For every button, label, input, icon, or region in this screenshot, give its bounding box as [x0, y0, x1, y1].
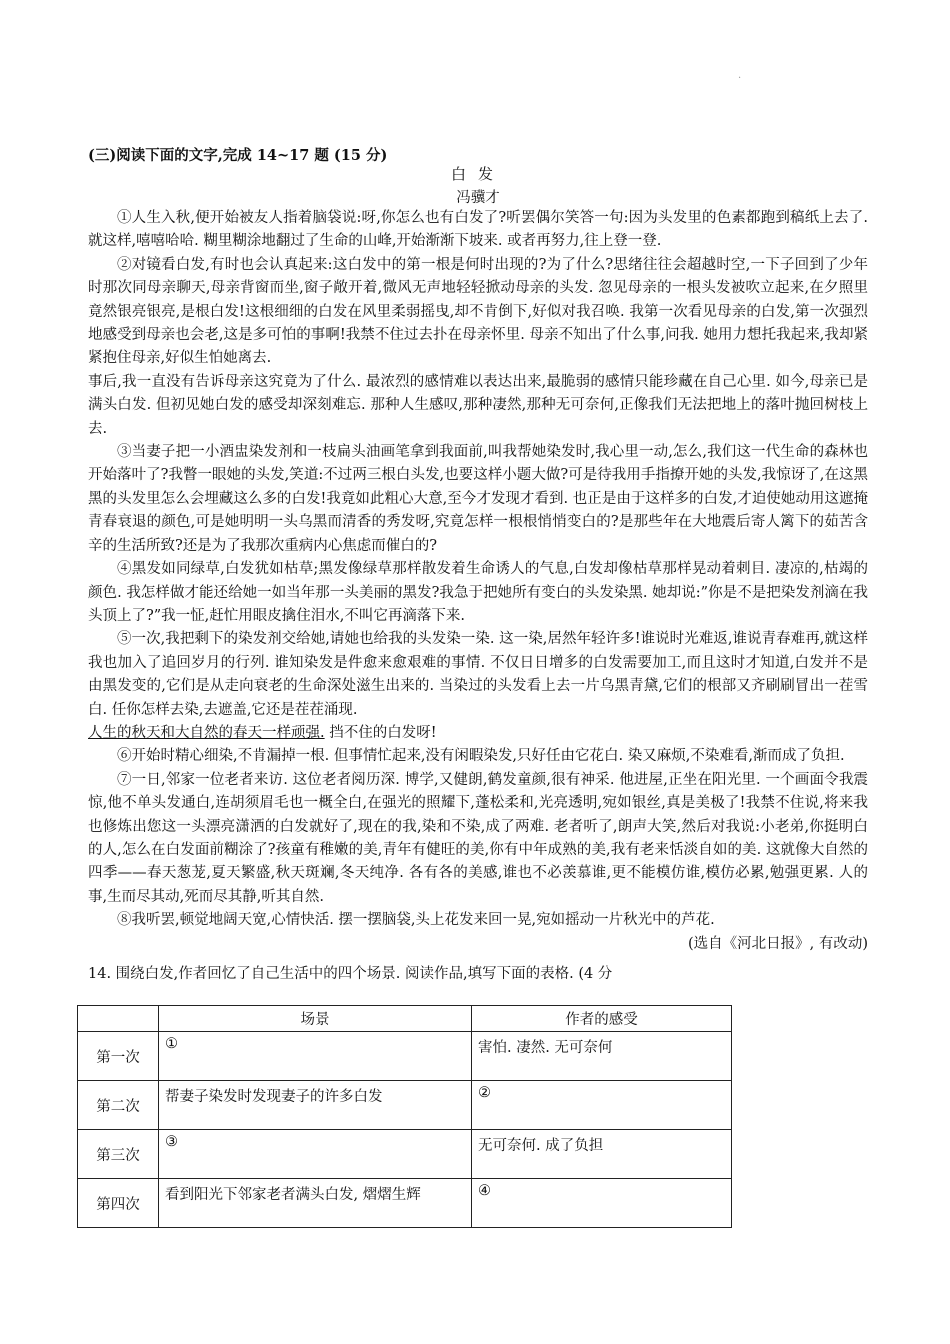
paragraph-5-text: ⑤一次,我把剩下的染发剂交给她,请她也给我的头发染一染. 这一染,居然年轻许多!谁说时光难返,谁说青春难再,就这样我也加入了追回岁月的行列. 谁知染发是件愈来愈艰难的事情. 不仅日日增多的白发需要加工,而且这时才知道,白发并不是由黑发变的,它们是从走向衰老的生命深处滋生出来的. 当染过的头发看上去一片乌黑青黛,它们的根部又齐刷刷冒出一茬雪白. 任你怎样去染,去遮盖,它还是茬茬涌现.: [88, 631, 868, 718]
header-dot: .: [738, 70, 742, 81]
paragraph-1: ①人生入秋,便开始被友人指着脑袋说:呀,你怎么也有白发了?听罢偶尔笑答一句:因为头发里的色素都跑到稿纸上去了. 就这样,嘻嘻哈哈. 糊里糊涂地翻过了生命的山峰,开始渐渐下坡来. 或者再努力,往上登一登.: [88, 210, 868, 250]
underlined-sentence: 人生的秋天和大自然的春天一样顽强.: [88, 724, 325, 741]
table-row: [78, 1130, 732, 1179]
section-heading: (三)阅读下面的文字,完成 14~17 题 (15 分): [88, 147, 388, 164]
paragraph-2: ②对镜看白发,有时也会认真起来:这白发中的第一根是何时出现的?为了什么?思绪往往会超越时空,一下子回到了少年时那次同母亲聊天,母亲背窗而坐,窗子敞开着,微风无声地轻轻掀动母亲的头发. 忽见母亲的一根头发被吹立起来,在夕照里竟然银亮银亮,是根白发!这根细细的白发在风里柔弱摇曳,却不肯倒下,好似对我召唤. 我第一次看见母亲的白发,第一次强烈地感受到母亲也会老,这是多可怕的事啊!我禁不住过去扑在母亲怀里. 母亲不知出了什么事,问我. 她用力想托我起来,我却紧紧抱住母亲,好似生怕她离去.: [88, 256, 868, 367]
table-header-empty: [78, 1006, 159, 1032]
paragraph-2b: 事后,我一直没有告诉母亲这究竟为了什么. 最浓烈的感情难以表达出来,最脆弱的感情只能珍藏在自己心里. 如今,母亲已是满头白发. 但初见她白发的感受却深刻难忘. 那种人生感叹,那种凄然,那种无可奈何,正像我们无法把地上的落叶抛回树枝上去.: [88, 373, 868, 437]
row-label: 第一次: [78, 1032, 159, 1081]
paragraph-5: [88, 628, 868, 745]
row-label: 第二次: [78, 1081, 159, 1130]
paragraph-5-tail: 挡不住的白发呀!: [324, 724, 437, 741]
scene-cell: 帮妻子染发时发现妻子的许多白发: [159, 1081, 472, 1130]
table-header-row: [78, 1006, 732, 1032]
article-body: [88, 207, 868, 956]
question-14: 14. 围绕白发,作者回忆了自己生活中的四个场景. 阅读作品,填写下面的表格. (4 分: [88, 966, 613, 982]
scene-cell[interactable]: ③: [159, 1130, 472, 1179]
row-label: 第三次: [78, 1130, 159, 1179]
feeling-cell[interactable]: ④: [472, 1179, 732, 1228]
table-row: [78, 1179, 732, 1228]
table-row: [78, 1081, 732, 1130]
article-author: 冯骥才: [456, 190, 500, 206]
table-header-feeling: 作者的感受: [472, 1006, 732, 1032]
feeling-cell[interactable]: ②: [472, 1081, 732, 1130]
article-title: 白发: [450, 165, 505, 183]
paragraph-8: ⑧我听罢,顿觉地阔天宽,心情快活. 摆一摆脑袋,头上花发来回一晃,宛如摇动一片秋光中的芦花.: [117, 912, 715, 929]
paragraph-3: ③当妻子把一小酒盅染发剂和一枝扁头油画笔拿到我面前,叫我帮她染发时,我心里一动,怎么,我们这一代生命的森林也开始落叶了?我瞥一眼她的头发,笑道:不过两三根白头发,也要这样小题大做?可是待我用手指撩开她的头发,我惊讶了,在这黑黑的头发里怎么会埋藏这么多的白发!我竟如此粗心大意,至今才发现才看到. 也正是由于这样多的白发,才迫使她动用这遮掩青春衰退的颜色,可是她明明一头乌黑而清香的秀发呀,究竟怎样一根根悄悄变白的?是那些年在大地震后寄人篱下的茹苦含辛的生活所致?还是为了我那次重病内心焦虑而催白的?: [88, 444, 868, 554]
row-label: 第四次: [78, 1179, 159, 1228]
paragraph-7: ⑦一日,邻家一位老者来访. 这位老者阅历深. 博学,又健朗,鹤发童颜,很有神采. 他进屋,正坐在阳光里. 一个画面令我震惊,他不单头发通白,连胡须眉毛也一概全白,在强光的照耀下,蓬松柔和,光亮透明,宛如银丝,真是美极了!我禁不住说,将来我也修炼出您这一头漂亮潇洒的白发就好了,现在的我,染和不染,成了两难. 老者听了,朗声大笑,然后对我说:小老弟,你挺明白的人,怎么在白发面前糊涂了?孩童有稚嫩的美,青年有健旺的美,你有中年成熟的美,我有老来恬淡自如的美. 这就像大自然的四季——春天葱茏,夏天繁盛,秋天斑斓,冬天纯净. 各有各的美感,谁也不必羡慕谁,更不能模仿谁,模仿必累,勉强更累. 人的事,生而尽其动,死而尽其静,听其自然.: [88, 771, 868, 905]
table-row: [78, 1032, 732, 1081]
scene-cell: 看到阳光下邻家老者满头白发, 熠熠生辉: [159, 1179, 472, 1228]
paragraph-6: ⑥开始时精心细染,不肯漏掉一根. 但事情忙起来,没有闲暇染发,只好任由它花白. 染又麻烦,不染难看,渐而成了负担.: [117, 748, 845, 765]
feeling-cell: 无可奈何. 成了负担: [472, 1130, 732, 1179]
feeling-cell: 害怕. 凄然. 无可奈何: [472, 1032, 732, 1081]
table-header-scene: 场景: [159, 1006, 472, 1032]
article-source: (选自《河北日报》, 有改动): [687, 935, 868, 952]
answer-table: [77, 1005, 732, 1228]
scene-cell[interactable]: ①: [159, 1032, 472, 1081]
paragraph-4: ④黑发如同绿草,白发犹如枯草;黑发像绿草那样散发着生命诱人的气息,白发却像枯草那样晃动着刺目. 凄凉的,枯竭的颜色. 我怎样做才能还给她一如当年那一头美丽的黑发?我急于把她所有变白的头发染黑. 她却说:”你是不是把染发剂滴在我头顶上了?”我一怔,赶忙用眼皮擒住泪水,不叫它再滴落下来.: [88, 561, 868, 624]
